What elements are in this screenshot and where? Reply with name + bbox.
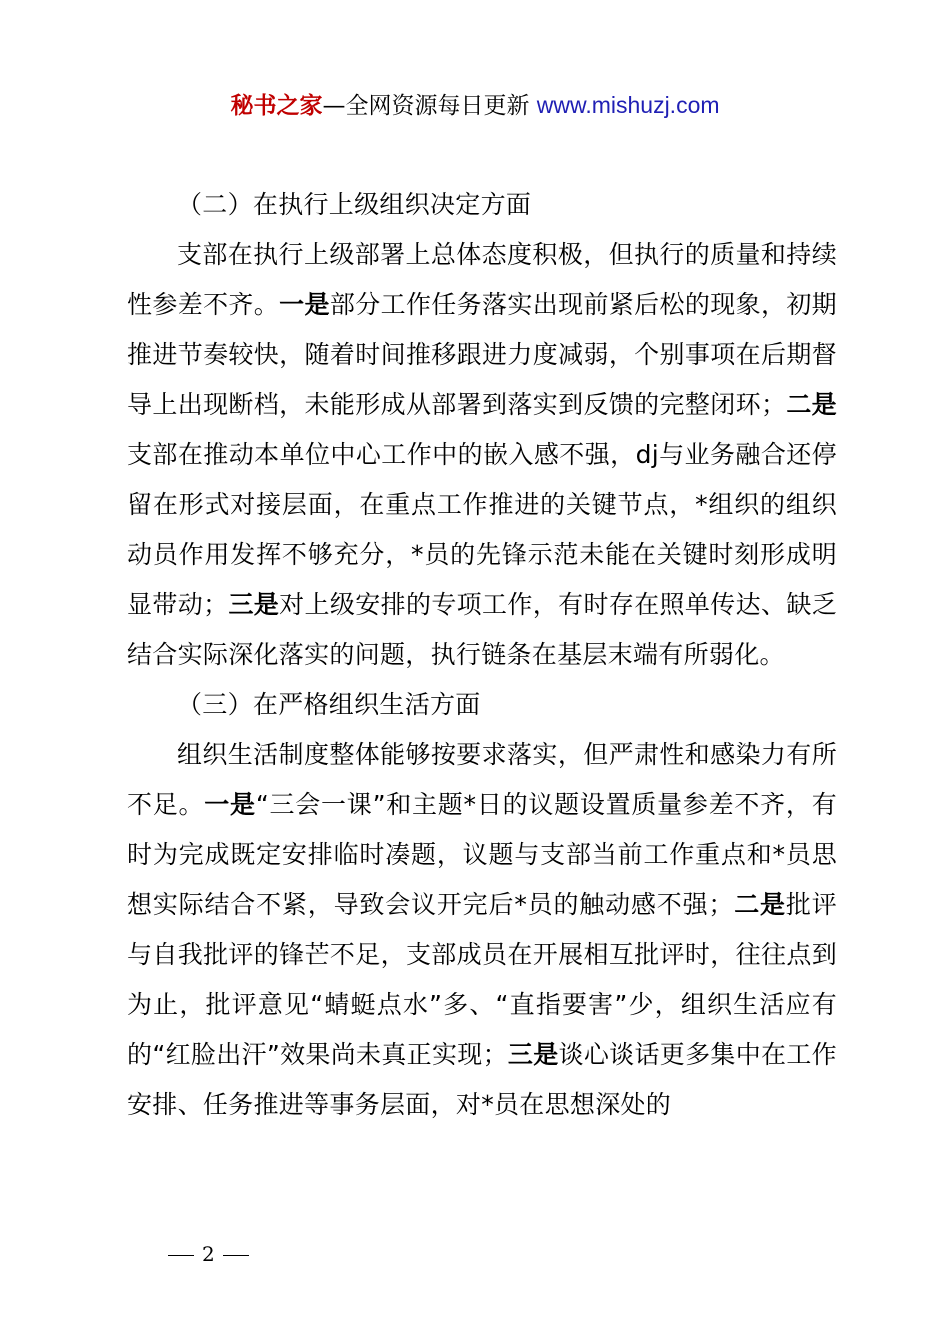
page-footer: [160, 1240, 257, 1268]
point-text: 谈心谈话更多集中在工作安排、任务推进等事务层面，对*员在思想深处的: [127, 1040, 837, 1119]
site-url-link[interactable]: www.mishuzj.com: [536, 92, 720, 118]
site-header: [0, 88, 950, 123]
point-label: 二是: [786, 390, 837, 419]
page-number: 2: [202, 1242, 215, 1266]
point-text: 支部在推动本单位中心工作中的嵌入感不强，dj与业务融合还停留在形式对接层面，在重点工作推进的关键节点，*组织的组织动员作用发挥不够充分，*员的先锋示范未能在关键时刻形成明显带动；: [127, 440, 837, 619]
point-label: 一是: [204, 790, 256, 819]
point-label: 二是: [733, 890, 786, 919]
section-3-paragraph: [127, 730, 837, 1130]
header-slogan: —全网资源每日更新: [322, 93, 537, 119]
point-text: 批评与自我批评的锋芒不足，支部成员在开展相互批评时，往往点到为止，批评意见“蜻蜓点水”多、“直指要害”少，组织生活应有的“红脸出汗”效果尚未真正实现；: [127, 890, 837, 1069]
point-label: 三是: [507, 1040, 559, 1069]
point-label: 一是: [279, 290, 330, 319]
brand-name: 秘书之家: [230, 93, 323, 119]
point-label: 三是: [228, 590, 280, 619]
page-number-dash-left: [168, 1255, 194, 1256]
section-3-intro: 组织生活制度整体能够按要求落实，但严肃性和感染力有所不足。: [127, 740, 837, 819]
section-2-heading: （二）在执行上级组织决定方面: [177, 190, 532, 219]
section-2-intro: 支部在执行上级部署上总体态度积极，但执行的质量和持续性参差不齐。: [127, 240, 837, 319]
section-2-paragraph: [127, 230, 837, 680]
page-number-dash-right: [223, 1255, 249, 1256]
point-text: 部分工作任务落实出现前紧后松的现象，初期推进节奏较快，随着时间推移跟进力度减弱，个别事项在后期督导上出现断档，未能形成从部署到落实到反馈的完整闭环；: [127, 290, 837, 419]
section-3-heading: （三）在严格组织生活方面: [177, 690, 481, 719]
point-text: 对上级安排的专项工作，有时存在照单传达、缺乏结合实际深化落实的问题，执行链条在基层末端有所弱化。: [127, 590, 838, 669]
point-text: “三会一课”和主题*日的议题设置质量参差不齐，有时为完成既定安排临时凑题，议题与支部当前工作重点和*员思想实际结合不紧，导致会议开完后*员的触动感不强；: [127, 790, 837, 919]
document-body: [127, 180, 837, 1130]
